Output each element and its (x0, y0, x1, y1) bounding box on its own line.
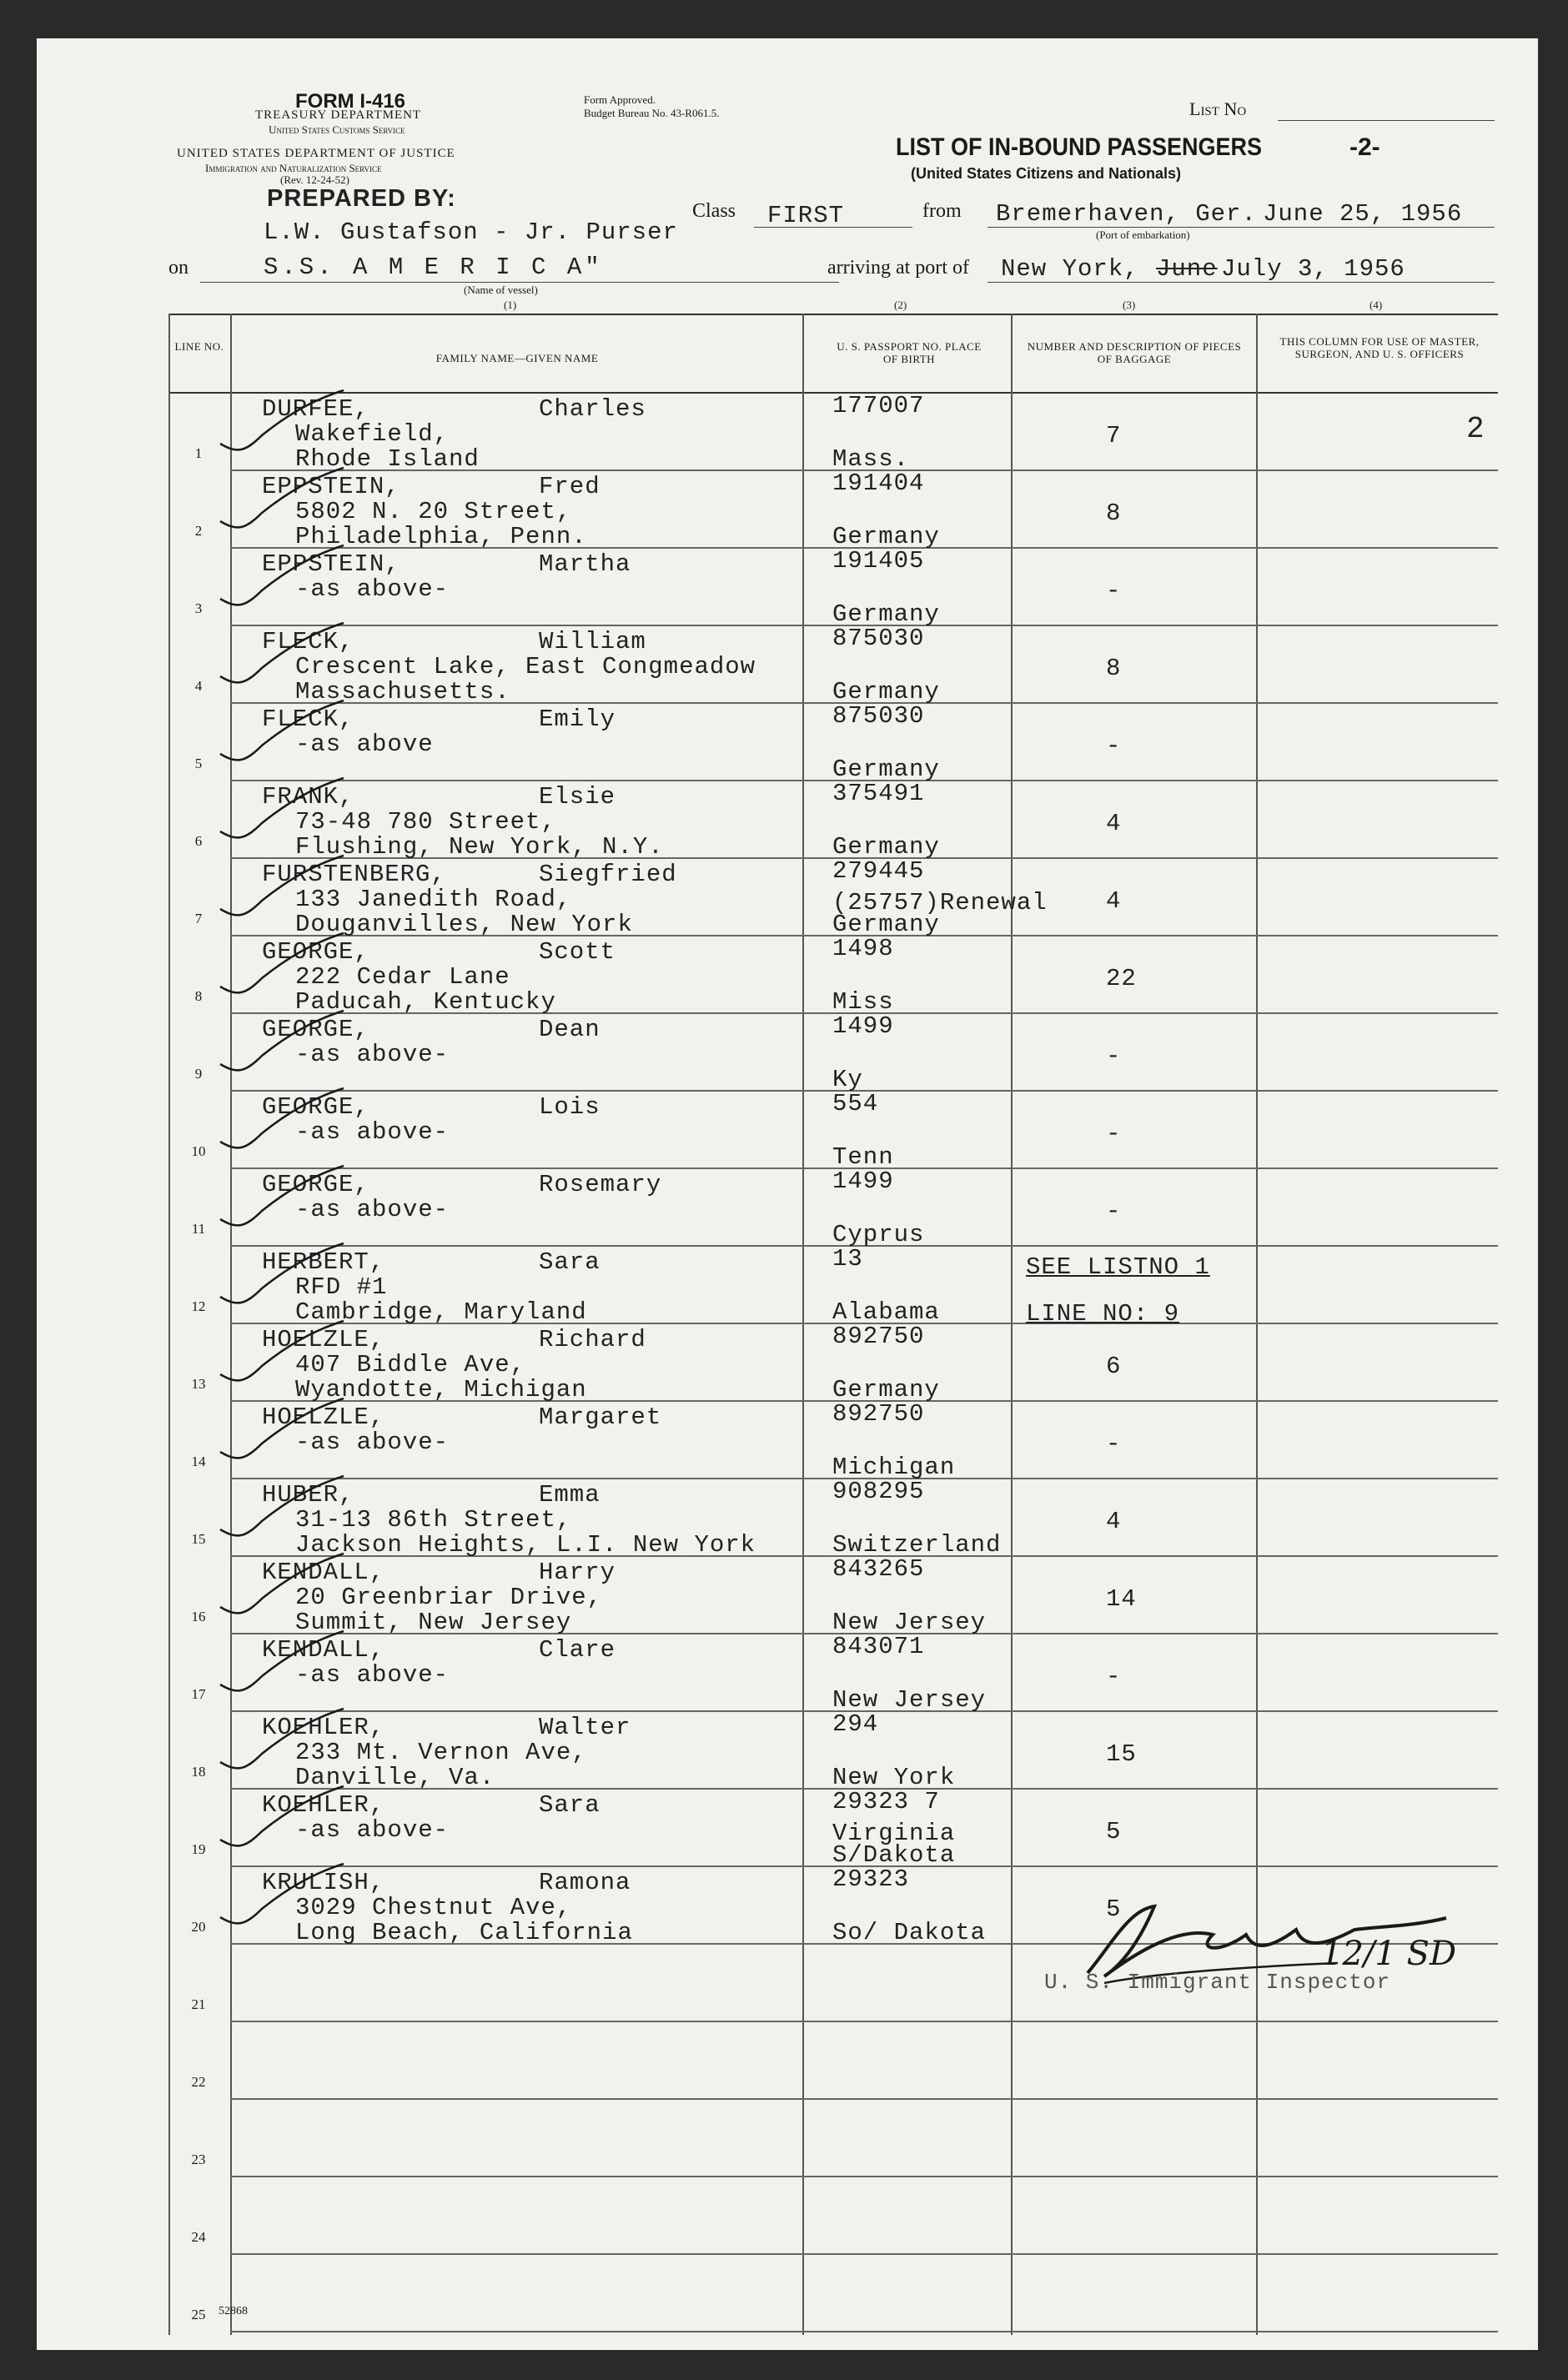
arriving-line (988, 282, 1495, 283)
line-number: 17 (191, 1686, 206, 1702)
check-mark-icon (204, 1471, 354, 1546)
place-of-birth: New Jersey (832, 1686, 987, 1714)
passport-number: 1499 (832, 1167, 894, 1195)
check-mark-icon (204, 1549, 354, 1624)
line-number: 1 (194, 445, 203, 461)
baggage-count: - (1106, 1120, 1122, 1147)
line-number: 6 (194, 833, 203, 849)
place-of-birth: Germany (832, 911, 940, 938)
address-line1: -as above- (295, 1118, 450, 1146)
family-name: HOELZLE, (262, 1326, 385, 1353)
family-name: FLECK, (262, 705, 354, 733)
family-name: KOEHLER, (262, 1791, 385, 1819)
given-name: Ramona (539, 1869, 631, 1896)
line-number: 19 (191, 1841, 206, 1857)
officer-note: 2 (1466, 412, 1485, 446)
arriving-label: arriving at port of (827, 257, 969, 279)
place-of-birth: Germany (832, 678, 940, 705)
treasury-dept: TREASURY DEPARTMENT (255, 108, 422, 122)
given-name: Walter (539, 1714, 631, 1741)
check-mark-icon (204, 1859, 354, 1934)
given-name: Harry (539, 1559, 616, 1586)
line-number: 11 (191, 1221, 206, 1237)
check-mark-icon (204, 1083, 354, 1158)
baggage-count: 8 (1106, 500, 1122, 527)
given-name: Martha (539, 550, 631, 578)
col-header-passport: U. S. PASSPORT NO. PLACE OF BIRTH (837, 340, 982, 365)
family-name: GEORGE, (262, 1093, 369, 1121)
place-of-birth: Germany (832, 1376, 940, 1403)
form-page (37, 38, 1538, 2350)
given-name: Sara (539, 1791, 601, 1819)
line-number: 25 (191, 2307, 206, 2322)
address-line1: 20 Greenbriar Drive, (295, 1584, 603, 1611)
passport-number: 1498 (832, 935, 894, 962)
address-line1: 31-13 86th Street, (295, 1506, 572, 1534)
passport-number: 908295 (832, 1478, 925, 1505)
baggage-count: - (1106, 577, 1122, 605)
from-port: Bremerhaven, Ger. (996, 200, 1257, 228)
arriving-port: New York, (1001, 255, 1139, 283)
vessel-caption: (Name of vessel) (464, 284, 538, 296)
given-name: Sara (539, 1248, 601, 1276)
check-mark-icon (204, 1006, 354, 1081)
line-number: 14 (191, 1454, 206, 1469)
address-line1: -as above- (295, 1661, 450, 1689)
passport-number: 892750 (832, 1400, 925, 1428)
family-name: HUBER, (262, 1481, 354, 1509)
given-name: Fred (539, 473, 601, 500)
check-mark-icon (204, 695, 354, 771)
passport-number: 875030 (832, 625, 925, 652)
passport-number: 875030 (832, 702, 925, 730)
given-name: Rosemary (539, 1171, 662, 1198)
col-num-1: (1) (504, 299, 517, 311)
given-name: Scott (539, 938, 616, 966)
class-label: Class (692, 200, 736, 222)
check-mark-icon (204, 1626, 354, 1701)
passport-number: 294 (832, 1710, 879, 1738)
check-mark-icon (204, 1781, 354, 1856)
baggage-count: 6 (1106, 1353, 1122, 1380)
col-rule-left (168, 314, 170, 2335)
line-number: 9 (194, 1066, 203, 1082)
given-name: Emma (539, 1481, 601, 1509)
row-rule (230, 2021, 1498, 2022)
given-name: Dean (539, 1016, 601, 1043)
baggage-count: 4 (1106, 887, 1122, 915)
given-name: Margaret (539, 1403, 662, 1431)
given-name: Richard (539, 1326, 646, 1353)
col-num-4: (4) (1369, 299, 1383, 311)
baggage-count: - (1106, 732, 1122, 760)
from-date: June 25, 1956 (1263, 200, 1463, 228)
line-number: 18 (191, 1764, 206, 1780)
line-number: 5 (194, 756, 203, 771)
prepared-by: L.W. Gustafson - Jr. Purser (264, 218, 678, 246)
check-mark-icon (204, 1316, 354, 1391)
baggage-count: - (1106, 1198, 1122, 1225)
place-of-birth: New Jersey (832, 1609, 987, 1636)
place-of-birth: Switzerland (832, 1531, 1002, 1559)
address-line2: Douganvilles, New York (295, 911, 633, 938)
approval-line1: Form Approved. (584, 93, 656, 106)
place-of-birth: Germany (832, 833, 940, 861)
baggage-count: 4 (1106, 1508, 1122, 1535)
revision: (Rev. 12-24-52) (280, 173, 349, 186)
col-header-name: FAMILY NAME—GIVEN NAME (435, 352, 599, 364)
row-rule (230, 2331, 1498, 2332)
col-rule-baggage (1256, 314, 1258, 2335)
family-name: KOEHLER, (262, 1714, 385, 1741)
vessel-name: S.S. A M E R I C A" (264, 254, 603, 281)
baggage-count: 4 (1106, 810, 1122, 837)
family-name: KRULISH, (262, 1869, 385, 1896)
vessel-line (200, 282, 839, 283)
place-of-birth: Germany (832, 600, 940, 628)
arriving-struck: June (1156, 255, 1218, 283)
check-mark-icon (204, 463, 354, 538)
address-line1: RFD #1 (295, 1273, 388, 1301)
list-no-label: List No (1189, 98, 1247, 119)
baggage-count: - (1106, 1430, 1122, 1458)
passport-note: (25757)Renewal (832, 889, 1048, 916)
given-name: Clare (539, 1636, 616, 1664)
address-line1: 3029 Chestnut Ave, (295, 1894, 572, 1921)
family-name: HOELZLE, (262, 1403, 385, 1431)
col-num-3: (3) (1123, 299, 1136, 311)
arriving-date: July 3, 1956 (1221, 255, 1405, 283)
family-name: FLECK, (262, 628, 354, 655)
address-line2: Philadelphia, Penn. (295, 523, 587, 550)
check-mark-icon (204, 1393, 354, 1469)
line-number: 16 (191, 1609, 206, 1624)
given-name: Emily (539, 705, 616, 733)
ins-service: Immigration and Naturalization Service (205, 162, 382, 174)
passport-note: Virginia (832, 1820, 956, 1847)
passport-number: 843071 (832, 1633, 925, 1660)
from-line (988, 227, 1495, 228)
prepared-by-label: PREPARED BY: (267, 185, 456, 212)
inspector-stamp: 12/1 SD (1321, 1935, 1457, 1973)
address-line1: 407 Biddle Ave, (295, 1351, 526, 1378)
line-number: 4 (194, 678, 203, 694)
address-line2: Paducah, Kentucky (295, 988, 556, 1016)
family-name: GEORGE, (262, 1016, 369, 1043)
address-line1: -as above- (295, 1041, 450, 1068)
place-of-birth: So/ Dakota (832, 1919, 987, 1946)
address-line1: -as above- (295, 1196, 450, 1223)
row-rule (230, 2098, 1498, 2100)
address-line1: 133 Janedith Road, (295, 886, 572, 913)
baggage-ref-list: SEE LISTNO 1 (1026, 1253, 1210, 1281)
col-num-2: (2) (894, 299, 907, 311)
family-name: DURFEE, (262, 395, 369, 423)
given-name: William (539, 628, 646, 655)
address-line2: Cambridge, Maryland (295, 1298, 587, 1326)
family-name: EPPSTEIN, (262, 473, 400, 500)
address-line1: -as above- (295, 575, 450, 603)
family-name: GEORGE, (262, 1171, 369, 1198)
place-of-birth: S/Dakota (832, 1841, 956, 1869)
baggage-count: 7 (1106, 422, 1122, 449)
place-of-birth: New York (832, 1764, 956, 1791)
list-subtitle: (United States Citizens and Nationals) (911, 165, 1182, 182)
given-name: Lois (539, 1093, 601, 1121)
page-mark: -2- (1349, 133, 1380, 161)
row-rule (230, 2253, 1498, 2255)
justice-dept: UNITED STATES DEPARTMENT OF JUSTICE (177, 147, 455, 160)
family-name: KENDALL, (262, 1636, 385, 1664)
address-line1: 222 Cedar Lane (295, 963, 510, 991)
baggage-count: 15 (1106, 1740, 1137, 1768)
line-number: 20 (191, 1919, 206, 1935)
line-number: 10 (191, 1143, 206, 1159)
address-line2: Long Beach, California (295, 1919, 633, 1946)
baggage-count: 22 (1106, 965, 1137, 992)
class-value: FIRST (767, 202, 845, 229)
on-label: on (168, 257, 188, 279)
passport-number: 375491 (832, 780, 925, 807)
passport-number: 191404 (832, 469, 925, 497)
line-number: 22 (191, 2074, 206, 2090)
passport-number: 29323 (832, 1865, 910, 1893)
line-number: 15 (191, 1531, 206, 1547)
approval-line2: Budget Bureau No. 43-R061.5. (584, 107, 720, 119)
address-line1: Crescent Lake, East Congmeadow (295, 653, 756, 680)
col-rule-name (802, 314, 804, 2335)
baggage-count: 5 (1106, 1818, 1122, 1845)
address-line1: -as above- (295, 1816, 450, 1844)
baggage-ref-line: LINE NO: 9 (1026, 1300, 1180, 1328)
address-line1: 5802 N. 20 Street, (295, 498, 572, 525)
family-name: FURSTENBERG, (262, 861, 446, 888)
given-name: Charles (539, 395, 646, 423)
address-line2: Danville, Va. (295, 1764, 495, 1791)
place-of-birth: Michigan (832, 1454, 956, 1481)
address-line2: Rhode Island (295, 445, 480, 473)
check-mark-icon (204, 385, 354, 460)
passport-number: 29323 7 (832, 1788, 940, 1815)
place-of-birth: Germany (832, 756, 940, 783)
inspector-caption: U. S. Immigrant Inspector (1044, 1970, 1391, 1995)
line-number: 21 (191, 1996, 206, 2012)
port-caption: (Port of embarkation) (1096, 228, 1190, 241)
address-line1: Wakefield, (295, 420, 450, 448)
family-name: FRANK, (262, 783, 354, 811)
check-mark-icon (204, 773, 354, 848)
row-rule (230, 2176, 1498, 2177)
passport-number: 177007 (832, 392, 925, 419)
passport-number: 843265 (832, 1555, 925, 1583)
from-label: from (922, 200, 962, 222)
passport-number: 13 (832, 1245, 863, 1273)
col-header-baggage: NUMBER AND DESCRIPTION OF PIECES OF BAGGAGE (1027, 340, 1242, 365)
form-footer-number: 52868 (219, 2305, 248, 2317)
address-line2: Summit, New Jersey (295, 1609, 572, 1636)
address-line2: Massachusetts. (295, 678, 510, 705)
baggage-count: 14 (1106, 1585, 1137, 1613)
given-name: Elsie (539, 783, 616, 811)
passport-number: 892750 (832, 1323, 925, 1350)
col-header-officers: THIS COLUMN FOR USE OF MASTER, SURGEON, AND U. S. OFFICERS (1279, 335, 1480, 360)
check-mark-icon (204, 851, 354, 926)
line-number: 8 (194, 988, 203, 1004)
place-of-birth: Miss (832, 988, 894, 1016)
list-title: LIST OF IN-BOUND PASSENGERS (896, 133, 1263, 161)
given-name: Siegfried (539, 861, 677, 888)
baggage-count: 8 (1106, 655, 1122, 682)
col-rule-passport (1011, 314, 1013, 2335)
line-number: 23 (191, 2152, 206, 2167)
baggage-count: - (1106, 1042, 1122, 1070)
address-line2: Jackson Heights, L.I. New York (295, 1531, 756, 1559)
customs-service: United States Customs Service (269, 123, 405, 136)
place-of-birth: Germany (832, 523, 940, 550)
place-of-birth: Cyprus (832, 1221, 925, 1248)
check-mark-icon (204, 540, 354, 615)
passport-number: 279445 (832, 857, 925, 885)
line-number: 24 (191, 2229, 206, 2245)
family-name: EPPSTEIN, (262, 550, 400, 578)
address-line1: -as above (295, 731, 434, 758)
address-line1: -as above- (295, 1429, 450, 1456)
line-number: 12 (191, 1298, 206, 1314)
col-header-line: LINE NO. (174, 340, 224, 353)
address-line1: 73-48 780 Street, (295, 808, 556, 836)
line-number: 3 (194, 600, 203, 616)
list-no-line (1278, 120, 1495, 121)
place-of-birth: Tenn (832, 1143, 894, 1171)
passport-number: 1499 (832, 1012, 894, 1040)
place-of-birth: Ky (832, 1066, 863, 1093)
baggage-count: 5 (1106, 1895, 1122, 1923)
check-mark-icon (204, 928, 354, 1003)
place-of-birth: Mass. (832, 445, 910, 473)
check-mark-icon (204, 1704, 354, 1779)
family-name: HERBERT, (262, 1248, 385, 1276)
line-number: 2 (194, 523, 203, 539)
address-line2: Flushing, New York, N.Y. (295, 833, 664, 861)
baggage-count: - (1106, 1663, 1122, 1690)
place-of-birth: Alabama (832, 1298, 940, 1326)
check-mark-icon (204, 1238, 354, 1313)
passport-number: 191405 (832, 547, 925, 575)
address-line2: Wyandotte, Michigan (295, 1376, 587, 1403)
family-name: GEORGE, (262, 938, 369, 966)
check-mark-icon (204, 1161, 354, 1236)
line-number: 7 (194, 911, 203, 926)
family-name: KENDALL, (262, 1559, 385, 1586)
class-line (754, 227, 912, 228)
line-number: 13 (191, 1376, 206, 1392)
passport-number: 554 (832, 1090, 879, 1117)
check-mark-icon (204, 618, 354, 693)
address-line1: 233 Mt. Vernon Ave, (295, 1739, 587, 1766)
form-number: FORM I-416 (295, 90, 406, 113)
table-top (168, 314, 1498, 315)
